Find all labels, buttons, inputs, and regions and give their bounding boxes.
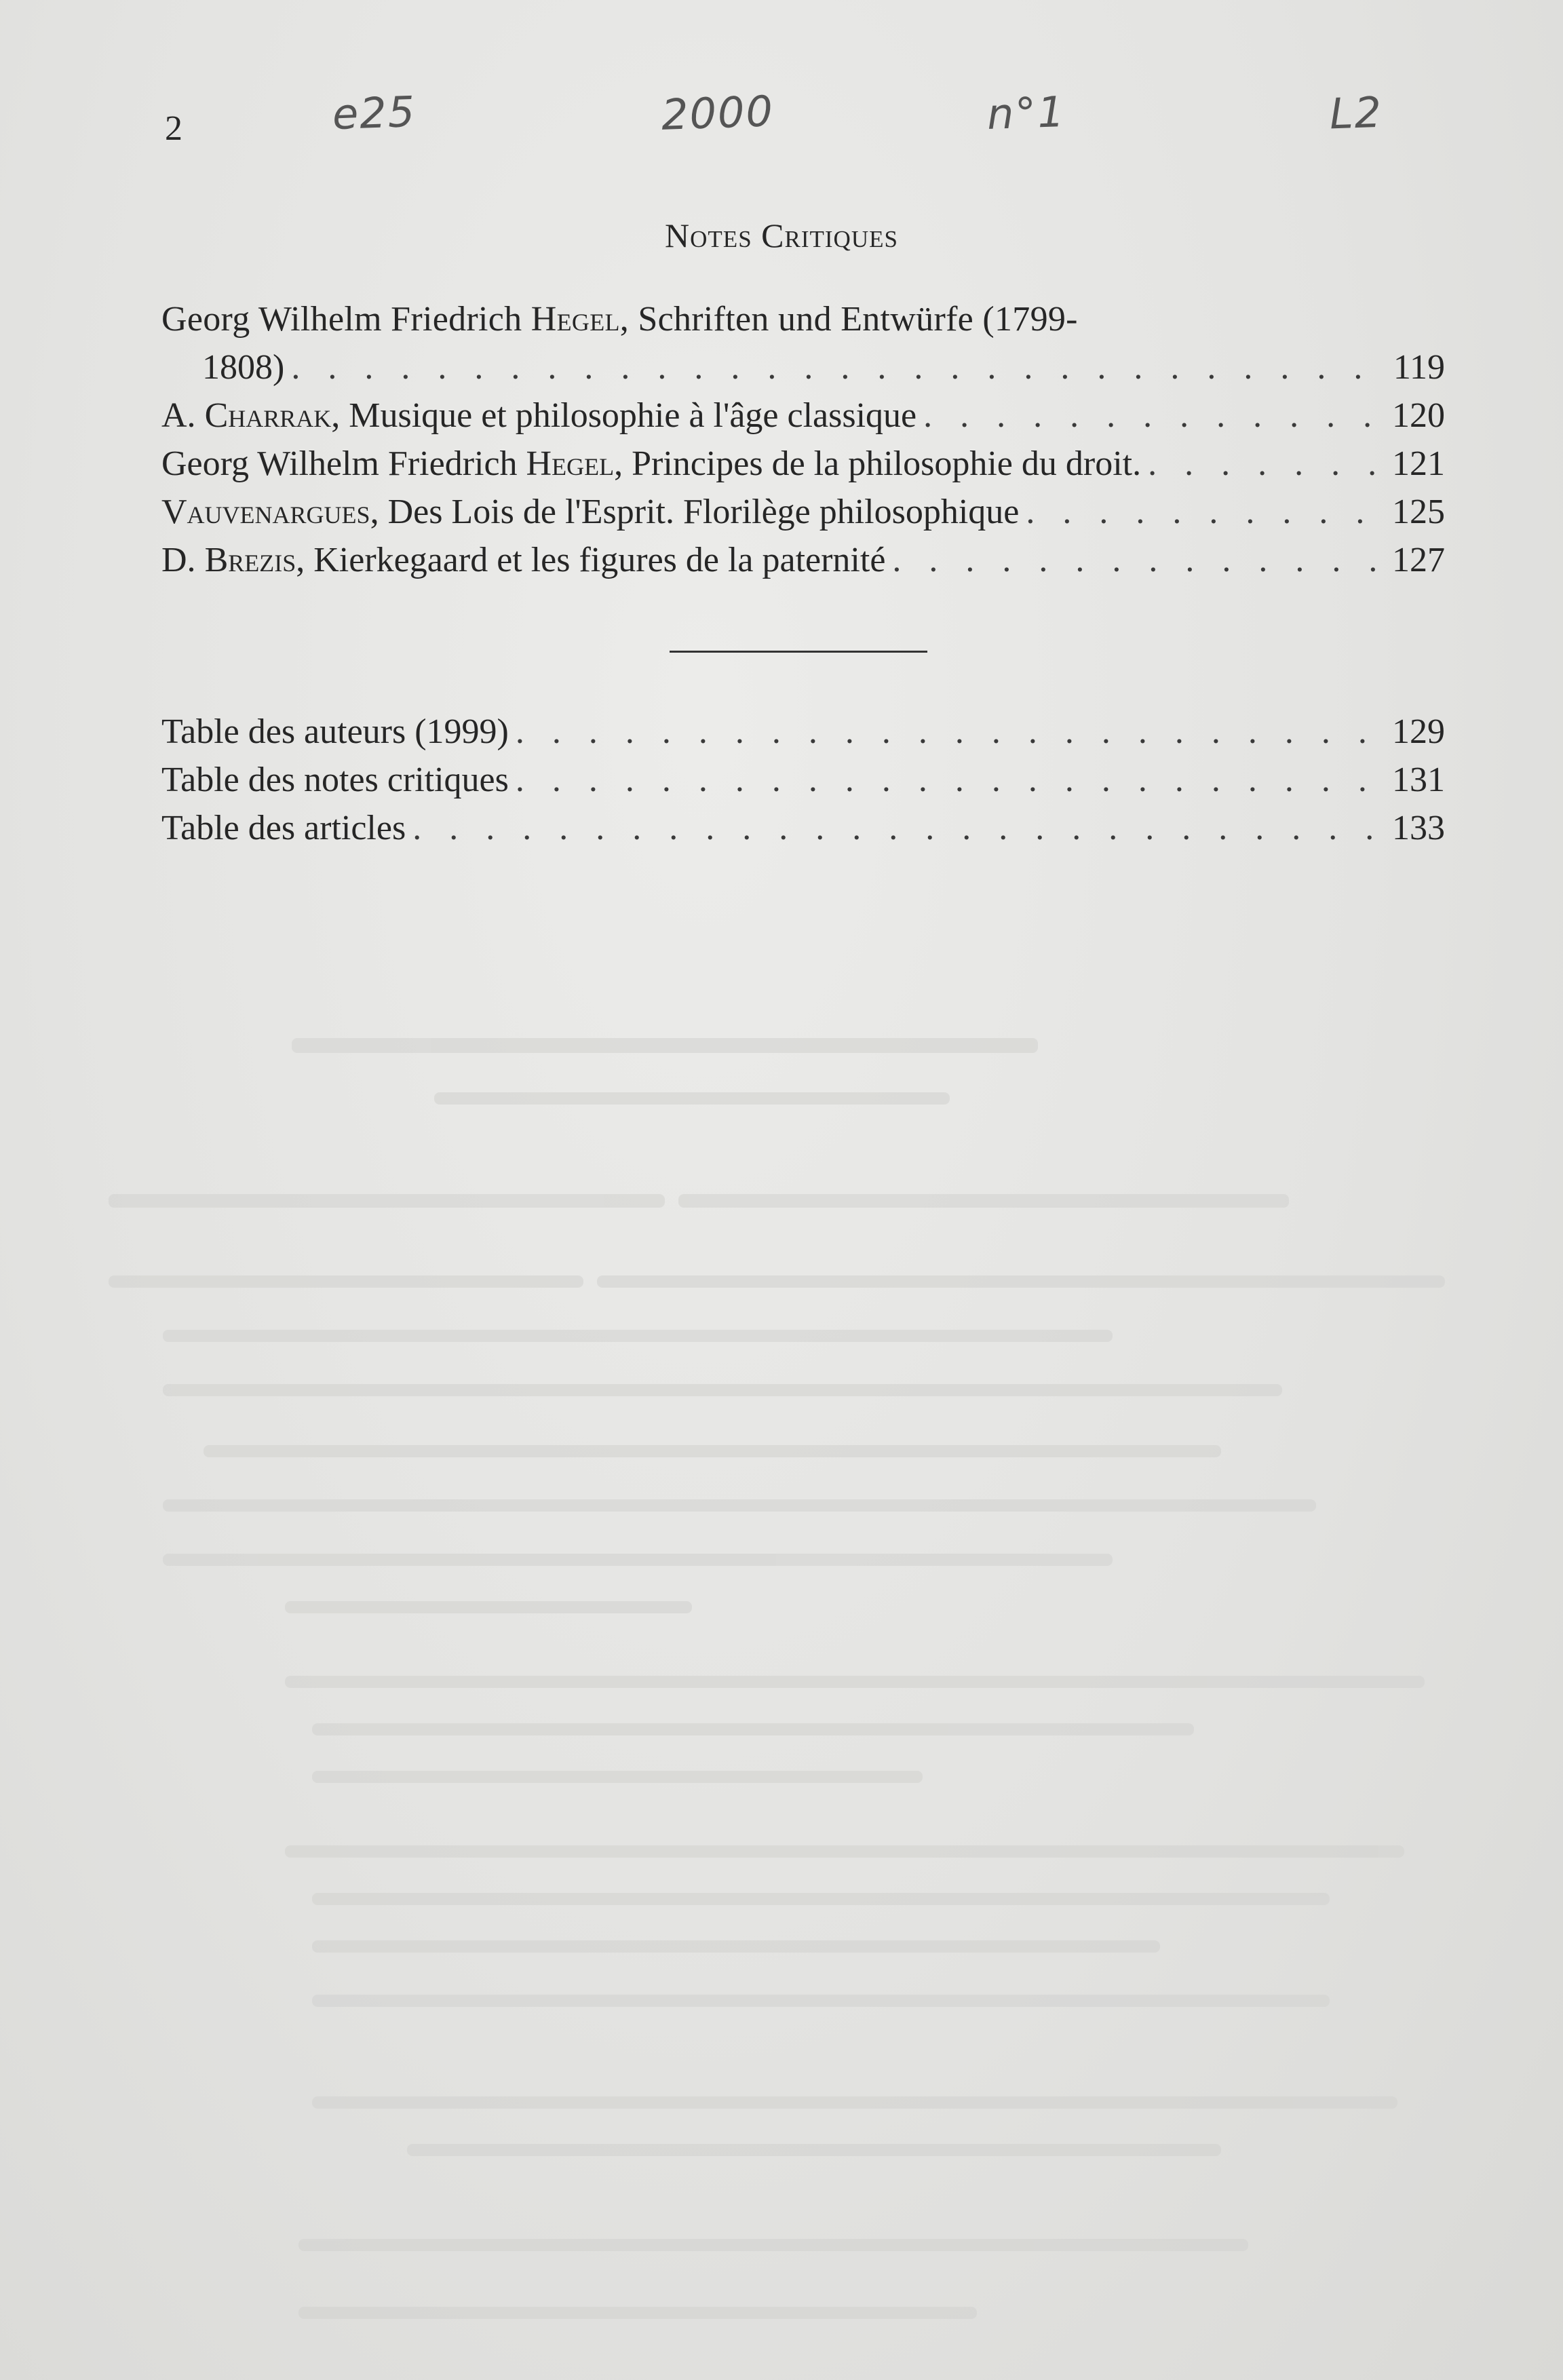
handwritten-note: 2000 <box>660 86 775 140</box>
separator-rule <box>670 651 927 653</box>
entry-title: Table des auteurs (1999) <box>161 712 509 751</box>
notes-critiques-list <box>161 295 1445 584</box>
handwritten-note: e25 <box>331 86 417 140</box>
entry-title: Table des notes critiques <box>161 761 509 799</box>
leader-dots <box>923 391 1377 440</box>
toc-entry <box>161 391 1445 440</box>
page-ref: 129 <box>1392 712 1445 751</box>
leader-dots <box>516 756 1377 804</box>
page-ref: 133 <box>1392 809 1445 847</box>
leader-dots <box>1026 488 1377 536</box>
entry-title: Table des articles <box>161 809 406 847</box>
page-ref: 121 <box>1392 444 1445 483</box>
leader-dots <box>892 536 1377 584</box>
page-number: 2 <box>165 109 182 148</box>
page-ref: 127 <box>1392 541 1445 579</box>
toc-entry <box>161 440 1445 488</box>
handwritten-note: n°1 <box>986 87 1066 139</box>
page-ref: 131 <box>1392 761 1445 799</box>
toc-entry <box>161 488 1445 536</box>
toc-entry <box>161 708 1445 756</box>
toc-entry <box>161 343 1445 391</box>
toc-entry <box>161 756 1445 804</box>
toc-entry <box>161 536 1445 584</box>
tables-list <box>161 708 1445 852</box>
handwritten-note: L2 <box>1328 87 1384 139</box>
page-ref: 120 <box>1392 396 1445 435</box>
toc-entry <box>161 295 1445 343</box>
section-title: Notes Critiques <box>665 216 898 254</box>
leader-dots <box>516 708 1377 756</box>
entry-title: Georg Wilhelm Friedrich Hegel, Principes de la philosophie du droit. <box>161 444 1142 483</box>
entry-title: 1808) <box>202 348 285 387</box>
page-ref: 125 <box>1392 493 1445 531</box>
leader-dots <box>291 343 1377 391</box>
toc-entry <box>161 804 1445 852</box>
leader-dots <box>412 804 1377 852</box>
entry-title: A. Charrak, Musique et philosophie à l'âge classique <box>161 396 917 435</box>
entry-title: Georg Wilhelm Friedrich Hegel, Schriften und Entwürfe (1799- <box>161 300 1078 339</box>
leader-dots <box>1148 440 1377 488</box>
entry-title: D. Brezis, Kierkegaard et les figures de la paternité <box>161 541 886 579</box>
entry-title: Vauvenargues, Des Lois de l'Esprit. Florilège philosophique <box>161 493 1020 531</box>
page-ref: 119 <box>1393 348 1445 387</box>
